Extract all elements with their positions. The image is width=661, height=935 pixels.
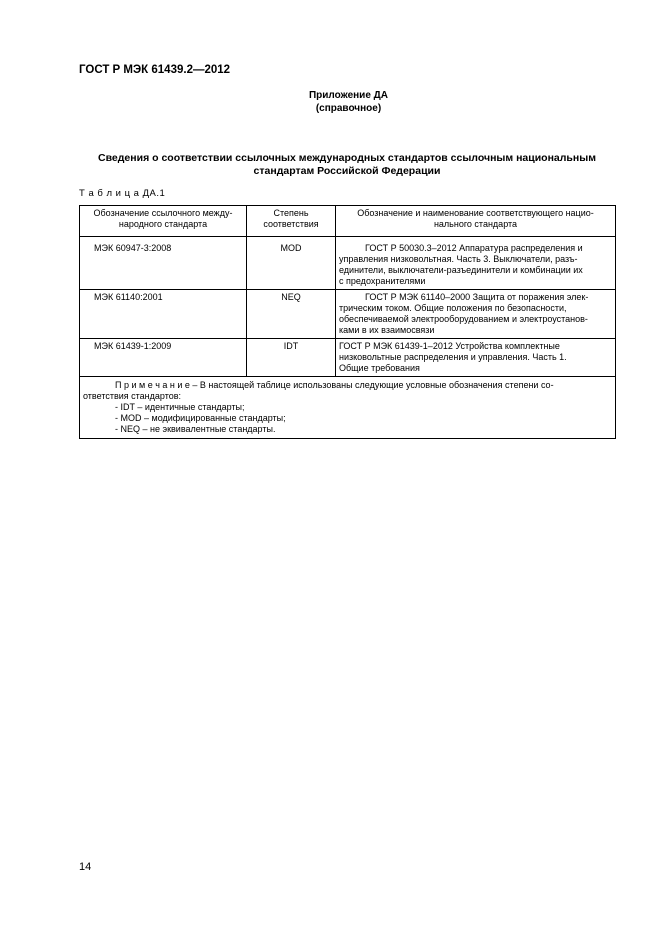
- cell-line: низковольтные распределения и управления. Часть 1.: [339, 352, 567, 362]
- reference-cell: МЭК 61140:2001: [80, 290, 247, 339]
- cell-line: трическим током. Общие положения по безопасности,: [339, 303, 567, 313]
- header-national-standard: [336, 206, 616, 237]
- cell-line: управления низковольтная. Часть 3. Выключатели, разъ-: [339, 254, 578, 264]
- table-row: [80, 241, 616, 290]
- cell-line: единители, выключатели-разъединители и комбинации их: [339, 265, 583, 275]
- reference-cell: МЭК 61439-1:2009: [80, 339, 247, 377]
- section-title-line-1: Сведения о соответствии ссылочных международных стандартов ссылочным национальным: [98, 152, 596, 164]
- cell-line: ГОСТ Р МЭК 61439-1–2012 Устройства комплектные: [339, 341, 560, 351]
- header-text: Обозначение ссылочного междy-: [93, 208, 233, 218]
- cell-line: ками в их взаимосвязи: [339, 325, 435, 335]
- appendix-subtitle: (справочное): [315, 103, 382, 114]
- section-title: [79, 152, 615, 178]
- note-item: - IDT – идентичные стандарты;: [115, 402, 245, 412]
- header-text: нального стандарта: [433, 219, 518, 229]
- degree-cell: IDT: [247, 339, 336, 377]
- section-title-line-2: стандартам Российской Федерации: [253, 165, 441, 177]
- header-text: соответствия: [263, 219, 319, 229]
- table-row: [80, 290, 616, 339]
- table-note: [80, 377, 616, 439]
- cell-line: Общие требования: [339, 363, 420, 373]
- header-text: народного стандарта: [118, 219, 208, 229]
- note-line: П р и м е ч а н и е – В настоящей таблице использованы следующие условные обозначения степени со-: [115, 380, 554, 390]
- appendix-heading: [0, 89, 661, 115]
- reference-cell: МЭК 60947-3:2008: [80, 241, 247, 290]
- table-header-row: [80, 206, 616, 237]
- header-reference-standard: [80, 206, 247, 237]
- table-caption: Т а б л и ц а ДА.1: [79, 188, 166, 199]
- note-line: ответствия стандартов:: [83, 391, 182, 401]
- header-text: Степень: [273, 208, 309, 218]
- cell-line: обеспечиваемой электрооборудованием и электроустанов-: [339, 314, 588, 324]
- note-item: - NEQ – не эквивалентные стандарты.: [115, 424, 276, 434]
- correspondence-table: [79, 205, 616, 439]
- appendix-title: Приложение ДА: [308, 90, 389, 101]
- national-standard-cell: [336, 241, 616, 290]
- page-number: 14: [79, 861, 92, 873]
- cell-line: ГОСТ Р МЭК 61140–2000 Защита от поражения элек-: [365, 292, 589, 302]
- cell-line: с предохранителями: [339, 276, 426, 286]
- national-standard-cell: [336, 290, 616, 339]
- header-text: Обозначение и наименование соответствующего нацио-: [357, 208, 594, 218]
- cell-line: ГОСТ Р 50030.3–2012 Аппаратура распределения и: [365, 243, 583, 253]
- table-note-row: [80, 377, 616, 439]
- table-row: [80, 339, 616, 377]
- national-standard-cell: [336, 339, 616, 377]
- note-item: - MOD – модифицированные стандарты;: [115, 413, 286, 423]
- degree-cell: MOD: [247, 241, 336, 290]
- header-degree: [247, 206, 336, 237]
- document-code: ГОСТ Р МЭК 61439.2—2012: [79, 64, 231, 76]
- degree-cell: NEQ: [247, 290, 336, 339]
